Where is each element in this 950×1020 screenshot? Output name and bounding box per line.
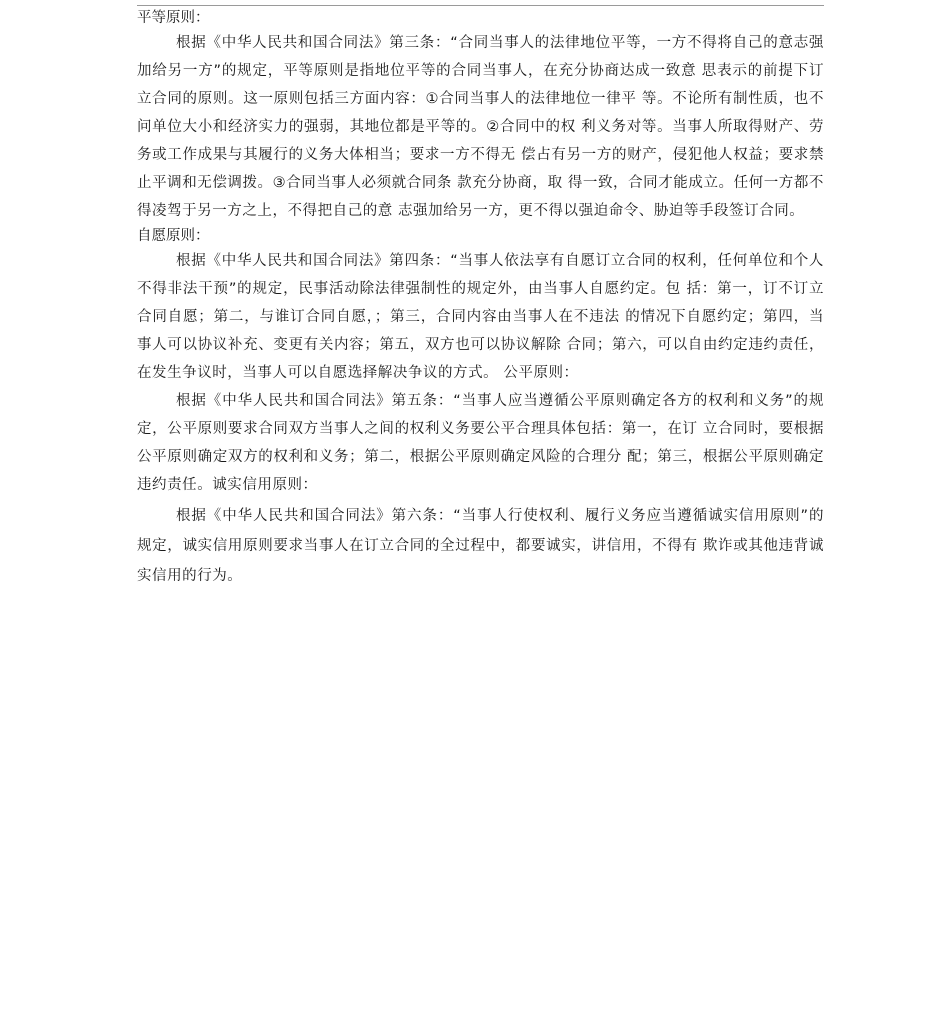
paragraph-good-faith: 根据《中华人民共和国合同法》第六条：“当事人行使权利、履行义务应当遵循诚实信用原则”的规定，诚实信用原则要求当事人在订立合同的全过程中，都要诚实，讲信用，不得有 欺诈或其他违背诚实信用的行为。 bbox=[137, 508, 824, 584]
document-page bbox=[137, 0, 824, 591]
paragraph-voluntariness: 根据《中华人民共和国合同法》第四条：“当事人依法享有自愿订立合同的权利，任何单位和个人不得非法干预”的规定，民事活动除法律强制性的规定外，由当事人自愿约定。包 括：第一，订不订立合同自愿；第二，与谁订合同自愿，；第三，合同内容由当事人在不违法 的情况下自愿约定；第四，当事人可以协议补充、变更有关内容；第五，双方也可以协议解除 合同；第六，可以自由约定违约责任，在发生争议时，当事人可以自愿选择解决争议的方式。 公平原则： bbox=[137, 253, 824, 381]
section-heading-equality: 平等原则： bbox=[137, 10, 210, 26]
paragraph-equality: 根据《中华人民共和国合同法》第三条：“合同当事人的法律地位平等，一方不得将自己的意志强加给另一方”的规定，平等原则是指地位平等的合同当事人，在充分协商达成一致意 思表示的前提下订立合同的原则。这一原则包括三方面内容：①合同当事人的法律地位一律平 等。不论所有制性质，也不问单位大小和经济实力的强弱，其地位都是平等的。②合同中的权 利义务对等。当事人所取得财产、劳务或工作成果与其履行的义务大体相当；要求一方不得无 偿占有另一方的财产，侵犯他人权益；要求禁止平调和无偿调拨。③合同当事人必须就合同条 款充分协商，取 得一致，合同才能成立。任何一方都不得凌驾于另一方之上，不得把自己的意 志强加给另一方，更不得以强迫命令、胁迫等手段签订合同。 bbox=[137, 35, 824, 219]
header-rule bbox=[137, 5, 824, 6]
section-heading-voluntariness: 自愿原则： bbox=[137, 228, 210, 244]
paragraph-fairness: 根据《中华人民共和国合同法》第五条：“当事人应当遵循公平原则确定各方的权利和义务”的规定，公平原则要求合同双方当事人之间的权利义务要公平合理具体包括：第一，在订 立合同时，要根据公平原则确定双方的权利和义务；第二，根据公平原则确定风险的合理分 配；第三，根据公平原则确定违约责任。诚实信用原则： bbox=[137, 393, 824, 493]
